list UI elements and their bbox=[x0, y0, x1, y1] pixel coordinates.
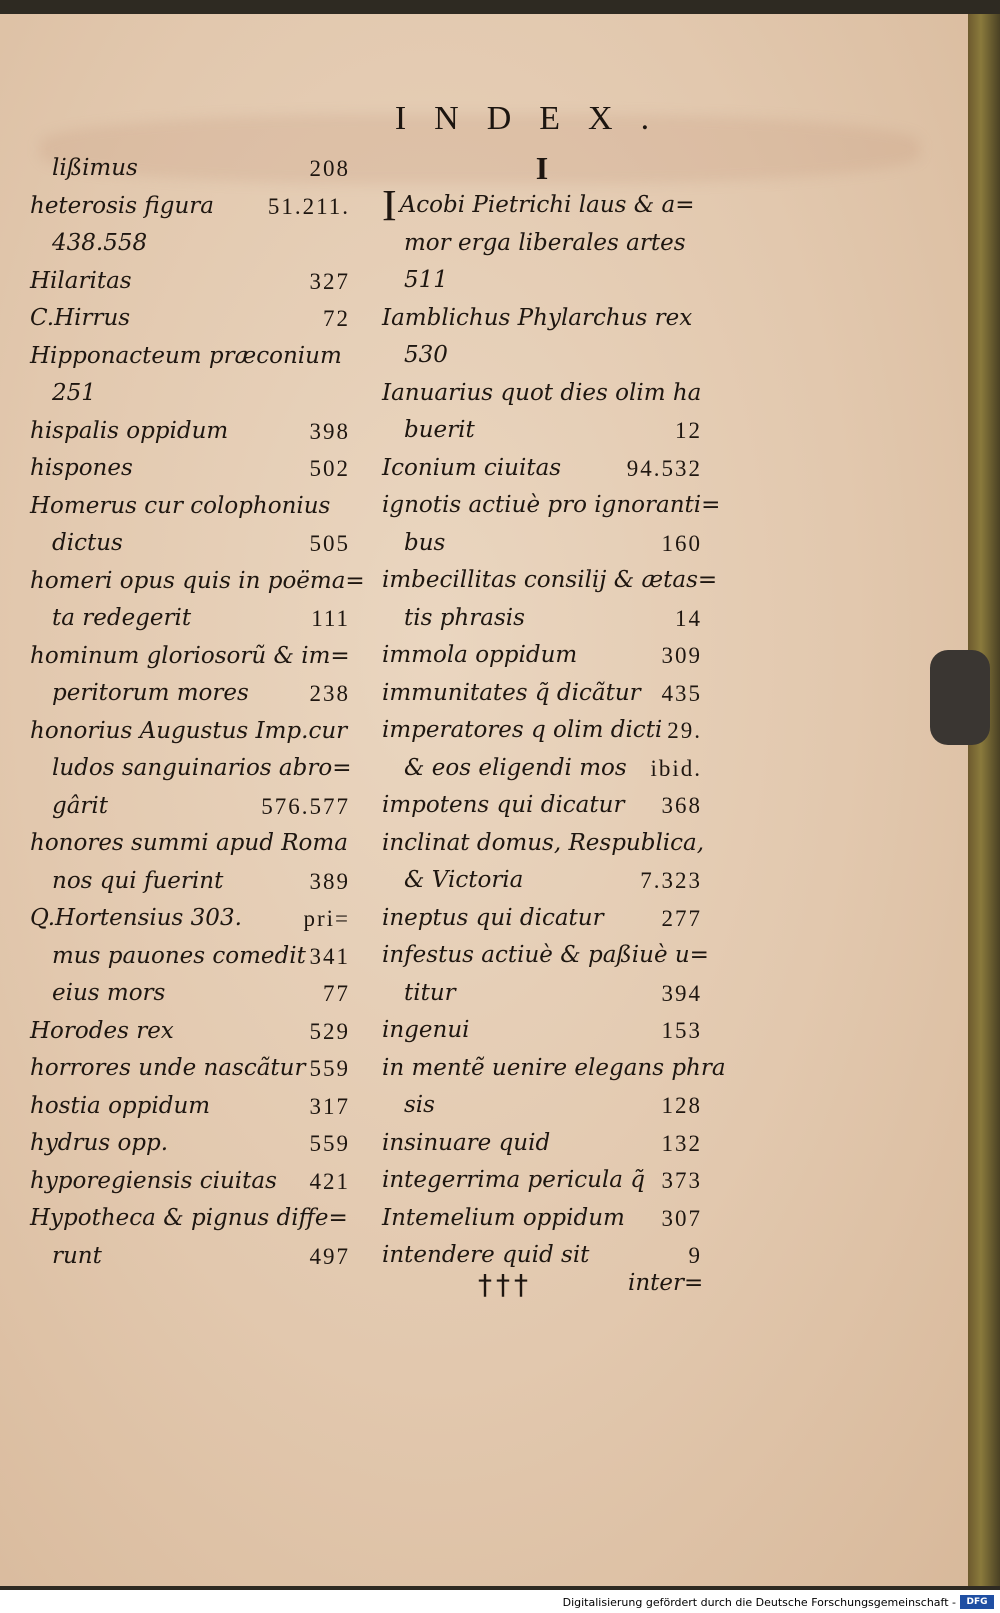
entry-text: nos qui fuerint bbox=[52, 867, 224, 894]
index-entry bbox=[382, 862, 702, 900]
entry-text: immola oppidum bbox=[382, 642, 578, 668]
signature-mark: ††† bbox=[478, 1268, 532, 1301]
page-reference: 497 bbox=[309, 1243, 350, 1269]
entry-text: hydrus opp. bbox=[30, 1130, 169, 1156]
page-reference: 307 bbox=[661, 1205, 702, 1231]
index-column-right bbox=[382, 150, 726, 1275]
page-reference: 394 bbox=[661, 980, 702, 1006]
page-reference: 77 bbox=[323, 981, 350, 1006]
entry-text: 511 bbox=[404, 267, 448, 293]
index-entry bbox=[30, 225, 350, 263]
entry-text: 530 bbox=[404, 342, 448, 368]
page-reference: 505 bbox=[309, 531, 350, 556]
book-edge bbox=[968, 14, 1000, 1586]
index-entry bbox=[30, 563, 365, 601]
entry-text: Q.Hortensius 303. bbox=[30, 905, 242, 931]
entry-text: Iamblichus Phylarchus rex bbox=[382, 304, 693, 331]
entry-text: Intemelium oppidum bbox=[382, 1204, 625, 1231]
entry-text: heterosis figura bbox=[30, 192, 214, 219]
index-entry bbox=[30, 1013, 350, 1051]
entry-text: Homerus cur colophonius bbox=[30, 492, 331, 519]
catchword: inter= bbox=[628, 1270, 704, 1296]
entry-text: 251 bbox=[52, 380, 96, 406]
index-entry bbox=[30, 188, 350, 226]
page-reference: 128 bbox=[661, 1093, 702, 1118]
index-entry bbox=[382, 1237, 702, 1275]
entry-text: tis phrasis bbox=[404, 604, 525, 631]
entry-text: & eos eligendi mos bbox=[404, 754, 627, 781]
page-reference: 72 bbox=[323, 306, 350, 331]
entry-text: hostia oppidum bbox=[30, 1092, 211, 1119]
index-entry bbox=[30, 375, 350, 413]
entry-text: mus pauones comedit bbox=[52, 942, 306, 969]
entry-text: sis bbox=[404, 1092, 435, 1118]
entry-text: in mentẽ uenire elegans phra bbox=[382, 1054, 726, 1081]
index-entry bbox=[382, 975, 702, 1013]
letter-heading: I bbox=[535, 150, 549, 186]
entry-text: Iconium ciuitas bbox=[382, 454, 562, 481]
entry-text: buerit bbox=[404, 417, 475, 443]
index-entry bbox=[30, 1238, 350, 1276]
page-reference: ibid. bbox=[650, 755, 702, 781]
entry-text: ignotis actiuè pro ignoranti= bbox=[382, 492, 721, 518]
page-reference: 153 bbox=[661, 1018, 702, 1043]
index-entry bbox=[30, 1163, 350, 1201]
entry-text: 438.558 bbox=[52, 230, 148, 256]
entry-text: & Victoria bbox=[404, 867, 524, 893]
entry-text: Horodes rex bbox=[30, 1017, 174, 1044]
index-entry bbox=[30, 1200, 350, 1238]
page-reference: 238 bbox=[309, 681, 350, 706]
index-entry bbox=[382, 712, 702, 750]
index-entry bbox=[382, 675, 702, 713]
page-reference: 559 bbox=[309, 1131, 350, 1156]
index-entry bbox=[382, 787, 702, 825]
entry-text: insinuare quid bbox=[382, 1129, 551, 1156]
page-reference: 94.532 bbox=[626, 455, 702, 481]
index-entry bbox=[30, 750, 350, 788]
index-column-left bbox=[30, 150, 365, 1275]
book-clasp bbox=[930, 650, 990, 745]
index-entry bbox=[30, 1125, 350, 1163]
index-entry bbox=[382, 181, 702, 230]
index-entry bbox=[382, 1162, 702, 1200]
entry-text: honores summi apud Roma bbox=[30, 830, 348, 856]
index-entry bbox=[382, 1087, 702, 1125]
entry-text: Hipponacteum præconium bbox=[30, 342, 342, 369]
page-reference: 317 bbox=[309, 1093, 350, 1119]
entry-text: imperatores q olim dicti bbox=[382, 717, 663, 743]
index-entry bbox=[382, 412, 702, 450]
index-entry bbox=[382, 487, 721, 525]
entry-text: horrores unde nascãtur bbox=[30, 1055, 306, 1081]
entry-text: honorius Augustus Imp.cur bbox=[30, 717, 348, 744]
index-entry bbox=[382, 750, 702, 788]
index-entry bbox=[30, 825, 350, 863]
entry-text: lißimus bbox=[52, 155, 138, 181]
index-entry bbox=[382, 337, 702, 375]
page-reference: 277 bbox=[661, 905, 702, 931]
index-entry bbox=[382, 262, 702, 300]
page-reference: 29. bbox=[667, 718, 702, 743]
entry-text-rest: Acobi Pietrichi laus & a= bbox=[399, 192, 695, 218]
index-entry bbox=[30, 713, 350, 751]
page-reference: 421 bbox=[309, 1168, 350, 1194]
entry-text: homeri opus quis in poëma= bbox=[30, 567, 365, 594]
index-entry bbox=[382, 937, 709, 975]
index-entry bbox=[30, 975, 350, 1013]
index-entry bbox=[30, 413, 350, 451]
entry-text: impotens qui dicatur bbox=[382, 792, 625, 818]
entry-text: peritorum mores bbox=[52, 680, 249, 706]
entry-text: bus bbox=[404, 529, 446, 556]
entry-text: imbecillitas consilij & ætas= bbox=[382, 567, 718, 593]
index-entry bbox=[30, 1050, 350, 1088]
entry-text: intendere quid sit bbox=[382, 1242, 590, 1268]
index-entry bbox=[382, 1050, 726, 1088]
index-entry bbox=[30, 638, 350, 676]
index-entry bbox=[30, 150, 350, 188]
index-entry bbox=[30, 788, 350, 826]
index-entry bbox=[382, 600, 702, 638]
entry-text: hominum gloriosorũ & im= bbox=[30, 642, 350, 669]
page-reference: 559 bbox=[309, 1056, 350, 1081]
index-entry bbox=[382, 1200, 702, 1238]
page-reference: 327 bbox=[309, 268, 350, 294]
dfg-logo: DFG bbox=[960, 1595, 994, 1609]
page-reference: 51.211. bbox=[267, 193, 350, 219]
page-reference: 373 bbox=[661, 1168, 702, 1193]
page-reference: 309 bbox=[661, 643, 702, 668]
entry-text bbox=[382, 181, 695, 230]
page-reference: pri= bbox=[303, 906, 350, 931]
page-reference: 576.577 bbox=[261, 793, 350, 819]
index-entry bbox=[382, 525, 702, 563]
index-entry bbox=[382, 300, 702, 338]
entry-text: Hilaritas bbox=[30, 267, 132, 294]
index-entry bbox=[382, 1125, 702, 1163]
entry-text: immunitates q̃ dicãtur bbox=[382, 679, 641, 706]
index-entry bbox=[30, 525, 350, 563]
index-entry bbox=[382, 450, 702, 488]
index-entry bbox=[30, 600, 350, 638]
entry-text: ta redegerit bbox=[52, 605, 192, 631]
index-entry bbox=[382, 562, 718, 600]
index-entry bbox=[382, 375, 702, 413]
index-entry bbox=[30, 675, 350, 713]
index-entry bbox=[382, 637, 702, 675]
index-entry bbox=[30, 1088, 350, 1126]
entry-text: ingenui bbox=[382, 1017, 470, 1043]
index-entry bbox=[30, 863, 350, 901]
entry-text: ineptus qui dicatur bbox=[382, 904, 604, 931]
entry-text: hispalis oppidum bbox=[30, 417, 229, 444]
page-reference: 341 bbox=[309, 943, 350, 969]
page-header: INDEX. bbox=[394, 100, 678, 137]
page-reference: 14 bbox=[675, 605, 702, 631]
entry-text: mor erga liberales artes bbox=[404, 229, 686, 256]
entry-text: hyporegiensis ciuitas bbox=[30, 1167, 277, 1194]
entry-text: inclinat domus, Respublica, bbox=[382, 829, 705, 856]
page-reference: 7.323 bbox=[640, 868, 702, 893]
page-reference: 529 bbox=[309, 1018, 350, 1044]
page-reference: 208 bbox=[309, 156, 350, 181]
index-entry bbox=[382, 225, 702, 263]
index-entry bbox=[30, 450, 350, 488]
entry-text: hispones bbox=[30, 455, 133, 481]
entry-text: gârit bbox=[52, 792, 109, 819]
page-reference: 12 bbox=[675, 418, 702, 443]
entry-text: ludos sanguinarios abro= bbox=[52, 755, 352, 781]
entry-text: eius mors bbox=[52, 980, 166, 1006]
entry-text: dictus bbox=[52, 530, 123, 556]
page-reference: 368 bbox=[661, 793, 702, 818]
entry-text: Ianuarius quot dies olim ha bbox=[382, 379, 702, 406]
entry-text: integerrima pericula q̃ bbox=[382, 1167, 646, 1193]
page-reference: 435 bbox=[661, 680, 702, 706]
index-entry bbox=[382, 900, 702, 938]
index-entry bbox=[30, 938, 350, 976]
page-reference: 398 bbox=[309, 418, 350, 444]
entry-text: C.Hirrus bbox=[30, 305, 131, 331]
page-reference: 132 bbox=[661, 1130, 702, 1156]
entry-text: infestus actiuè & paßiuè u= bbox=[382, 942, 709, 968]
index-entry bbox=[30, 263, 350, 301]
index-entry bbox=[30, 338, 350, 376]
index-entry bbox=[30, 300, 350, 338]
index-entry bbox=[30, 900, 350, 938]
page-reference: 502 bbox=[309, 456, 350, 481]
page-reference: 160 bbox=[661, 530, 702, 556]
entry-text: titur bbox=[404, 979, 456, 1006]
entry-text: runt bbox=[52, 1242, 102, 1269]
entry-text: Hypotheca & pignus diffe= bbox=[30, 1205, 348, 1231]
index-entry bbox=[382, 825, 705, 863]
index-entry bbox=[382, 1012, 702, 1050]
drop-capital: I bbox=[382, 181, 397, 230]
page-reference: 389 bbox=[309, 868, 350, 894]
credit-text: Digitalisierung gefördert durch die Deutsche Forschungsgemeinschaft - bbox=[562, 1596, 956, 1609]
index-entry bbox=[30, 488, 350, 526]
page-reference: 9 bbox=[688, 1243, 702, 1268]
page-reference: 111 bbox=[311, 606, 350, 631]
